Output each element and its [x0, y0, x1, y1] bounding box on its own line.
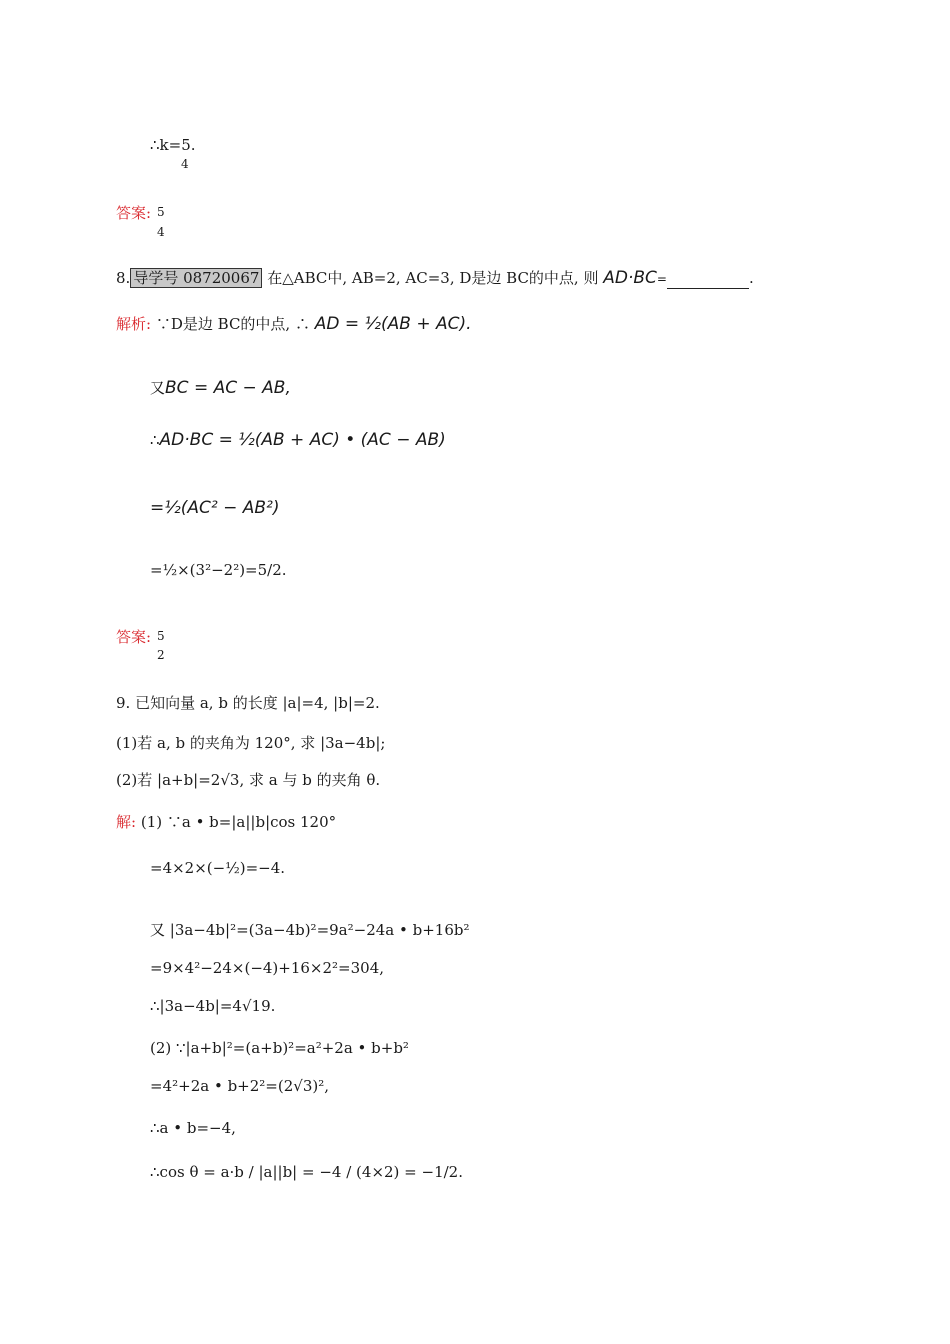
vector-math: BC = AC − AB,: [165, 378, 291, 398]
solution-9-line8: ∴a • b=−4,: [150, 1119, 236, 1137]
solution-9-line9: ∴cos θ = a·b / |a||b| = −4 / (4×2) = −1/2.: [150, 1163, 463, 1181]
k-denominator: 4: [181, 157, 189, 171]
answer-label: 答案:: [116, 204, 152, 222]
solution-9-line6: (2) ∵|a+b|²=(a+b)²=a²+2a • b+b²: [150, 1039, 409, 1057]
solution-9-line7: =4²+2a • b+2²=(2√3)²,: [150, 1077, 329, 1095]
prefix: 又: [150, 379, 166, 397]
answer-numerator: 5: [157, 629, 165, 643]
guide-tag[interactable]: 导学号 08720067: [130, 268, 262, 288]
question-8: [116, 268, 754, 289]
question-9-part2: (2)若 |a+b|=2√3, 求 a 与 b 的夹角 θ.: [116, 771, 381, 789]
question-text: 在△ABC中, AB=2, AC=3, D是边 BC的中点, 则: [267, 269, 599, 287]
answer-numerator: 5: [157, 205, 165, 219]
prefix: ∴: [150, 431, 160, 449]
solution-label: 解析:: [116, 315, 152, 333]
question-9-part1: (1)若 a, b 的夹角为 120°, 求 |3a−4b|;: [116, 734, 386, 752]
vector-math: AD·BC = ½(AB + AC) • (AC − AB): [159, 430, 446, 450]
answer-label: 答案:: [116, 628, 152, 646]
solution-9-line2: =4×2×(−½)=−4.: [150, 859, 286, 877]
solution-text: ∵D是边 BC的中点, ∴: [155, 315, 310, 333]
answer-denominator: 4: [157, 225, 165, 239]
question-9-stem: 9. 已知向量 a, b 的长度 |a|=4, |b|=2.: [116, 694, 380, 712]
solution-label: 解:: [116, 813, 137, 831]
equals: =: [656, 272, 667, 286]
dot-product-expr: AD·BC: [603, 268, 657, 288]
solution-text: (1) ∵a • b=|a||b|cos 120°: [140, 813, 337, 831]
solution-9-line1: [116, 812, 336, 832]
solution-8-line4: =½(AC² − AB²): [150, 498, 280, 518]
solution-9-line4: =9×4²−24×(−4)+16×2²=304,: [150, 959, 385, 977]
solution-8-line2: [150, 378, 291, 398]
therefore-k: ∴k=5.: [150, 136, 196, 154]
solution-9-line5: ∴|3a−4b|=4√19.: [150, 997, 276, 1015]
question-number: 8.: [116, 269, 131, 287]
answer-blank[interactable]: [667, 274, 749, 289]
solution-8-line5: =½×(3²−2²)=5/2.: [150, 561, 287, 579]
solution-9-line3: 又 |3a−4b|²=(3a−4b)²=9a²−24a • b+16b²: [150, 921, 470, 939]
solution-8-line1: [116, 314, 472, 334]
solution-8-line3: [150, 430, 446, 450]
answer-denominator: 2: [157, 648, 165, 662]
period: .: [748, 269, 754, 287]
solution-math: AD = ½(AB + AC).: [314, 314, 472, 334]
